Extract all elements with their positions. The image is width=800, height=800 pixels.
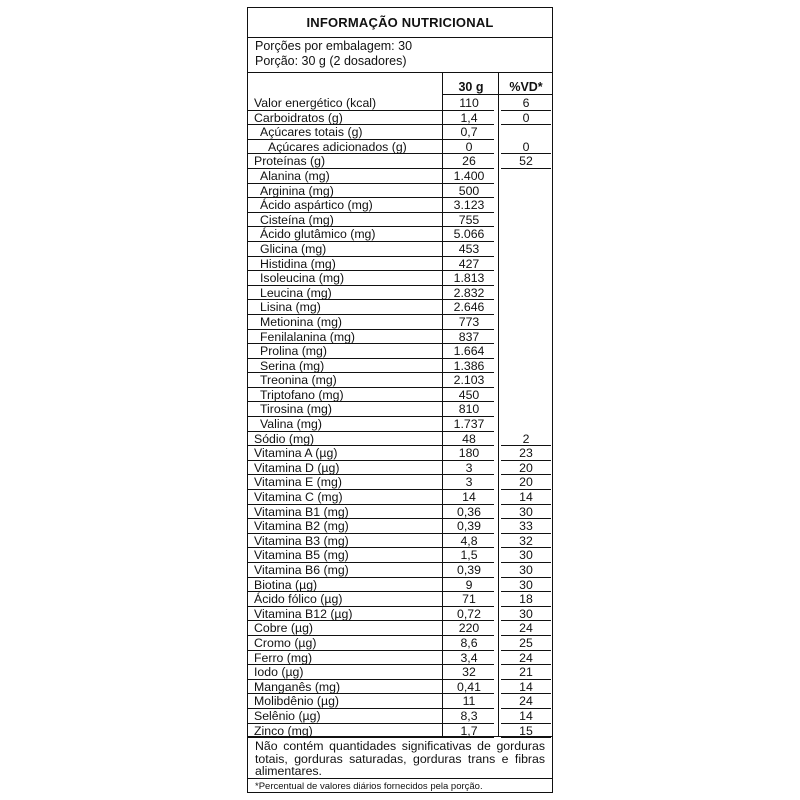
nutrient-daily-value: 14 — [519, 708, 533, 723]
dv-underline — [501, 737, 551, 738]
nutrient-amount: 0,7 — [460, 125, 478, 140]
nutrient-name: Metionina (mg) — [260, 314, 343, 329]
nutrient-amount: 755 — [458, 212, 480, 227]
nutrient-amount: 0,41 — [457, 679, 481, 694]
nutrient-row — [248, 373, 552, 388]
nutrient-amount: 3 — [465, 475, 473, 490]
nutrient-daily-value: 20 — [519, 460, 533, 475]
nutrient-row — [248, 286, 552, 301]
nutrient-amount: 110 — [459, 96, 479, 110]
nutrient-row — [248, 242, 552, 257]
nutrient-daily-value: 2 — [522, 431, 530, 446]
nutrient-name: Serina (mg) — [260, 358, 325, 373]
nutrient-amount: 180 — [458, 446, 480, 461]
nutrient-amount: 26 — [462, 154, 476, 169]
nutrient-row — [248, 709, 552, 724]
nutrient-name: Açúcares adicionados (g) — [268, 139, 407, 154]
nutrient-name: Molibdênio (µg) — [254, 694, 340, 709]
nutrient-row — [248, 490, 552, 505]
nutrient-row — [248, 548, 552, 563]
nutrient-amount: 4,8 — [460, 533, 478, 548]
serving-divider — [248, 72, 552, 73]
nutrient-name: Histidina (mg) — [260, 256, 336, 271]
nutrient-daily-value: 21 — [519, 665, 533, 680]
nutrient-name: Triptofano (mg) — [260, 387, 344, 402]
nutrient-row — [248, 694, 552, 709]
nutrient-daily-value: 20 — [519, 475, 533, 490]
nutrient-daily-value: 25 — [519, 635, 533, 650]
nutrient-daily-value: 14 — [519, 679, 533, 694]
header-divider — [442, 94, 552, 95]
nutrient-name: Prolina (mg) — [260, 344, 327, 359]
nutrient-name: Fenilalanina (mg) — [260, 329, 356, 344]
nutrient-name: Leucina (mg) — [260, 285, 332, 300]
nutrient-amount: 453 — [458, 241, 480, 256]
nutrient-row — [248, 213, 552, 228]
nutrient-amount: 11 — [462, 694, 476, 709]
note-divider — [248, 778, 552, 779]
nutrient-daily-value: 24 — [519, 650, 533, 665]
nutrient-daily-value: 15 — [519, 723, 533, 738]
nutrient-amount: 1,5 — [460, 548, 478, 563]
nutrient-amount: 0,72 — [457, 606, 481, 621]
nutrient-name: Vitamina B3 (mg) — [254, 533, 349, 548]
nutrient-name: Iodo (µg) — [254, 665, 304, 680]
panel-title: INFORMAÇÃO NUTRICIONAL — [306, 15, 494, 30]
row-underline — [248, 737, 494, 738]
nutrient-name: Tirosina (mg) — [260, 402, 332, 417]
nutrient-row — [248, 505, 552, 520]
nutrient-name: Arginina (mg) — [260, 183, 334, 198]
nutrient-name: Biotina (µg) — [254, 577, 318, 592]
nutrient-name: Vitamina B6 (mg) — [254, 563, 349, 577]
nutrient-name: Ácido glutâmico (mg) — [260, 227, 376, 242]
nutrient-amount: 8,3 — [460, 708, 478, 723]
nutrient-row — [248, 432, 552, 447]
nutrient-row — [248, 184, 552, 199]
nutrient-name: Proteínas (g) — [254, 154, 326, 169]
nutrient-row — [248, 607, 552, 622]
nutrient-amount: 3 — [465, 460, 473, 475]
nutrient-daily-value: 24 — [519, 694, 533, 709]
nutrient-rows — [248, 96, 552, 738]
nutrient-name: Lisina (mg) — [260, 300, 321, 315]
amount-column-header: 30 g — [458, 80, 484, 94]
nutrient-amount: 837 — [458, 329, 480, 344]
nutrient-name: Vitamina E (mg) — [254, 475, 342, 490]
nutrient-row — [248, 475, 552, 490]
nutrient-amount: 1.813 — [453, 271, 485, 286]
nutrient-row — [248, 563, 552, 578]
serving-size: Porção: 30 g (2 dosadores) — [255, 54, 407, 68]
nutrient-row — [248, 96, 552, 111]
nutrient-name: Vitamina C (mg) — [254, 490, 343, 505]
nutrient-row — [248, 227, 552, 242]
nutrient-amount: 48 — [462, 431, 476, 446]
nutrient-name: Selênio (µg) — [254, 708, 321, 723]
nutrient-daily-value: 30 — [519, 606, 533, 621]
nutrient-name: Vitamina B2 (mg) — [254, 519, 349, 534]
nutrient-amount: 1.386 — [453, 358, 485, 373]
nutrient-amount: 427 — [458, 256, 480, 271]
nutrient-name: Valina (mg) — [260, 417, 322, 432]
nutrient-amount: 1.737 — [453, 417, 485, 432]
nutrient-amount: 1,4 — [460, 110, 478, 125]
nutrient-row — [248, 446, 552, 461]
nutrient-amount: 0,39 — [457, 519, 481, 534]
nutrient-daily-value: 30 — [519, 577, 533, 592]
nutrient-row — [248, 257, 552, 272]
nutrient-amount: 14 — [462, 490, 476, 505]
nutrient-row — [248, 417, 552, 432]
nutrient-amount: 220 — [458, 621, 480, 636]
nutrient-daily-value: 14 — [519, 490, 533, 505]
nutrient-row — [248, 519, 552, 534]
nutrient-daily-value: 33 — [519, 519, 533, 534]
nutrient-amount: 1,7 — [460, 723, 478, 738]
nutrient-amount: 32 — [462, 665, 476, 680]
table-bottom-divider — [248, 736, 552, 737]
nutrient-amount: 9 — [465, 577, 473, 592]
nutrient-amount: 3,4 — [460, 650, 478, 665]
nutrient-row — [248, 198, 552, 213]
nutrient-daily-value: 6 — [522, 96, 530, 110]
nutrient-name: Ferro (mg) — [254, 650, 313, 665]
nutrient-name: Vitamina B5 (mg) — [254, 548, 349, 563]
nutrient-daily-value: 52 — [519, 154, 533, 169]
nutrient-row — [248, 461, 552, 476]
nutrient-row — [248, 154, 552, 169]
nutrient-amount: 1.400 — [453, 168, 485, 183]
title-divider — [248, 37, 552, 38]
nutrient-name: Carboidratos (g) — [254, 110, 343, 125]
dv-footnote: *Percentual de valores diários fornecidos pela porção. — [255, 781, 483, 792]
nutrient-daily-value: 24 — [519, 621, 533, 636]
nutrient-daily-value: 0 — [522, 110, 530, 125]
nutrient-amount: 3.123 — [453, 198, 485, 213]
nutrient-daily-value: 30 — [519, 504, 533, 519]
servings-per-package: Porções por embalagem: 30 — [255, 39, 413, 53]
nutrient-daily-value: 30 — [519, 548, 533, 563]
nutrient-name: Cisteína (mg) — [260, 212, 334, 227]
nutrient-amount: 0,39 — [457, 563, 481, 577]
nutrient-daily-value: 18 — [519, 592, 533, 607]
nutrient-daily-value: 32 — [519, 533, 533, 548]
nutrient-row — [248, 636, 552, 651]
nutrient-row — [248, 680, 552, 695]
nutrient-daily-value: 23 — [519, 446, 533, 461]
nutrient-row — [248, 665, 552, 680]
nutrient-name: Glicina (mg) — [260, 241, 327, 256]
nutrition-facts-panel — [247, 7, 553, 793]
nutrient-daily-value: 0 — [522, 139, 530, 154]
nutrient-row — [248, 578, 552, 593]
nutrient-name: Ácido fólico (µg) — [254, 592, 343, 607]
nutrient-name: Valor energético (kcal) — [254, 96, 377, 110]
nutrient-amount: 450 — [458, 387, 480, 402]
nutrient-row — [248, 592, 552, 607]
nutrient-amount: 71 — [462, 592, 476, 607]
nutrient-amount: 1.664 — [453, 344, 485, 359]
nutrient-row — [248, 271, 552, 286]
nutrient-name: Cromo (µg) — [254, 635, 317, 650]
nutrition-note: Não contém quantidades significativas de gorduras totais, gorduras saturadas, gorduras trans e fibras alimentares. — [255, 739, 545, 778]
nutrient-row — [248, 534, 552, 549]
nutrient-row — [248, 169, 552, 184]
nutrient-amount: 773 — [458, 314, 480, 329]
nutrient-name: Vitamina B12 (µg) — [254, 606, 353, 621]
nutrient-amount: 2.646 — [453, 300, 485, 315]
nutrient-amount: 0,36 — [457, 504, 481, 519]
nutrient-amount: 810 — [458, 402, 480, 417]
nutrient-row — [248, 125, 552, 140]
nutrient-row — [248, 621, 552, 636]
nutrient-name: Vitamina A (µg) — [254, 446, 338, 461]
nutrient-name: Alanina (mg) — [260, 168, 330, 183]
dv-column-header: %VD* — [509, 80, 543, 94]
nutrient-name: Vitamina D (µg) — [254, 460, 340, 475]
nutrient-name: Açúcares totais (g) — [260, 125, 363, 140]
nutrient-row — [248, 315, 552, 330]
nutrient-amount: 8,6 — [460, 635, 478, 650]
nutrient-row — [248, 111, 552, 126]
nutrient-row — [248, 651, 552, 666]
nutrient-row — [248, 388, 552, 403]
nutrient-amount: 2.103 — [453, 373, 485, 388]
nutrient-row — [248, 359, 552, 374]
nutrient-name: Zinco (mg) — [254, 723, 313, 738]
nutrient-amount: 500 — [458, 183, 480, 198]
nutrient-row — [248, 344, 552, 359]
nutrient-name: Isoleucina (mg) — [260, 271, 345, 286]
nutrient-amount: 0 — [465, 139, 473, 154]
nutrient-row — [248, 140, 552, 155]
nutrient-daily-value: 30 — [519, 563, 533, 577]
nutrient-name: Ácido aspártico (mg) — [260, 198, 373, 213]
nutrient-row — [248, 330, 552, 345]
nutrient-row — [248, 300, 552, 315]
nutrient-name: Treonina (mg) — [260, 373, 337, 388]
nutrient-name: Manganês (mg) — [254, 679, 341, 694]
nutrient-row — [248, 402, 552, 417]
nutrient-name: Sódio (mg) — [254, 431, 315, 446]
nutrient-amount: 5.066 — [453, 227, 485, 242]
nutrient-name: Vitamina B1 (mg) — [254, 504, 349, 519]
nutrient-amount: 2.832 — [453, 285, 485, 300]
nutrient-name: Cobre (µg) — [254, 621, 314, 636]
